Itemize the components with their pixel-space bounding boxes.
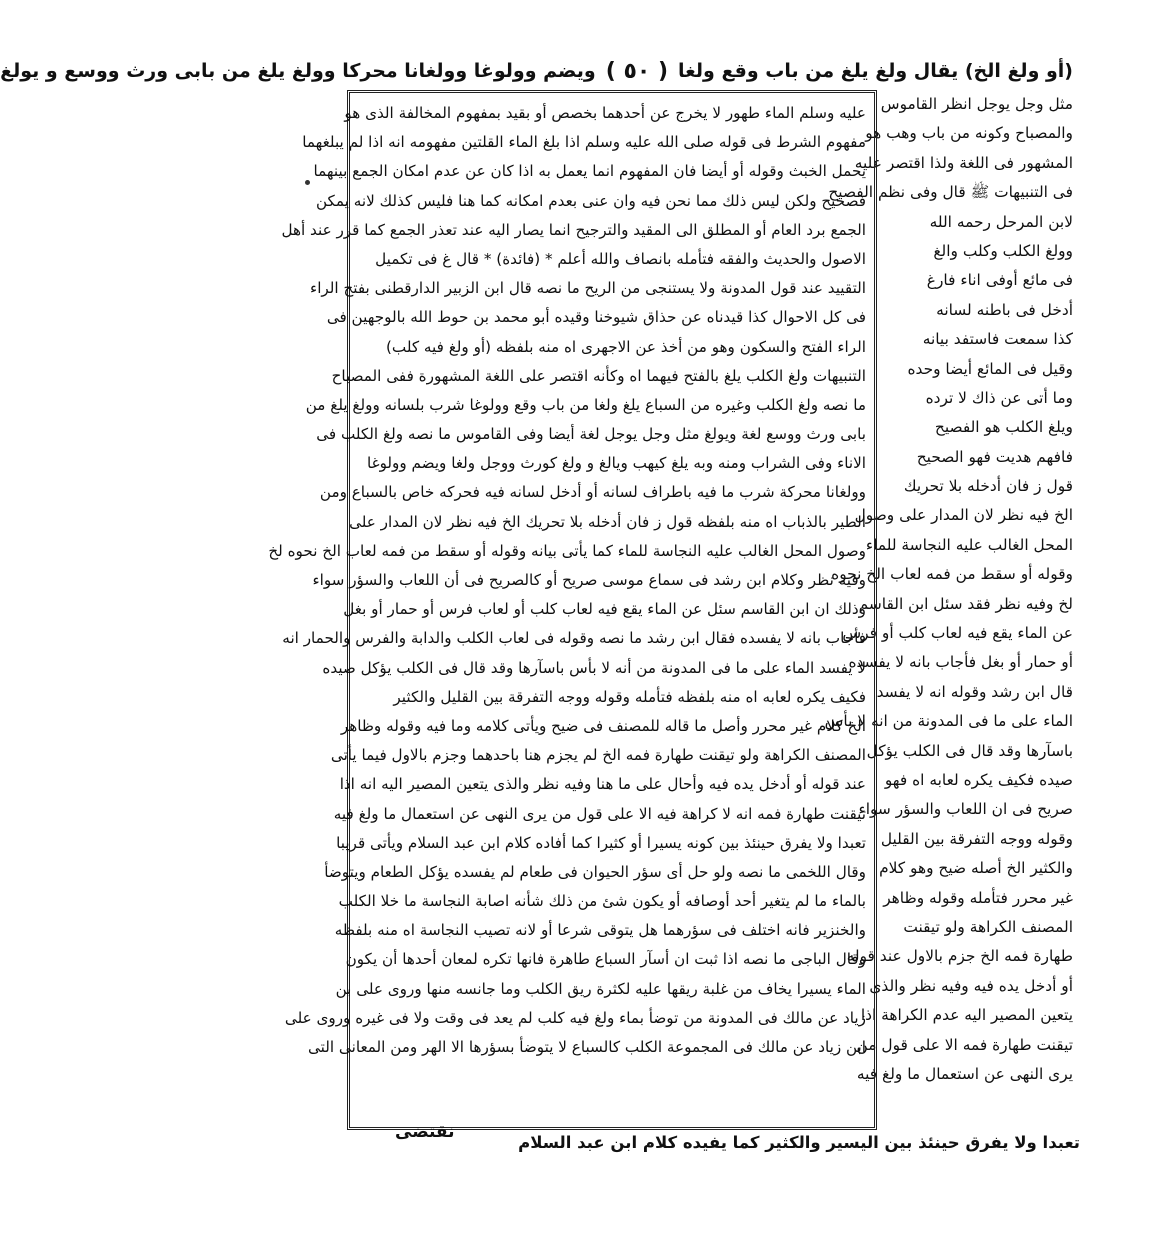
main-text-line: الراء الفتح والسكون وهو من أخذ عن الاجهرى اه منه بلفظه (أو ولغ فيه كلب) bbox=[385, 337, 866, 356]
main-text-line: بالماء ما لم يتغير أحد أوصافه أو يكون شئ من ذلك شأنه اصابة النجاسة ما خلا الكلب bbox=[338, 892, 866, 911]
margin-text-line: المشهور فى اللغة ولذا اقتصر عليه bbox=[854, 153, 1073, 172]
main-text-line: وقال اللخمى ما نصه ولو حل أى سؤر الحيوان فى طعام لم يفسده يؤكل الطعام ويتوضأ bbox=[324, 862, 866, 881]
main-text-line: وذلك ان ابن القاسم سئل عن الماء يقع فيه لعاب كلب أو لعاب فرس أو حمار أو بغل bbox=[343, 600, 866, 619]
main-text-line: وفيه نظر وكلام ابن رشد فى سماع موسى صريح أو كالصريح فى أن اللعاب والسؤر سواء bbox=[312, 571, 866, 589]
margin-text-line: صريح فى ان اللعاب والسؤر سواء bbox=[858, 800, 1073, 819]
margin-text-line: فى التنبيهات ﷺ قال وفى نظم الفصيح bbox=[828, 183, 1073, 202]
margin-text-line: أو أدخل يده فيه وفيه نظر والذى bbox=[869, 976, 1073, 995]
margin-text-line: لخ وفيه نظر فقد سئل ابن القاسم bbox=[858, 594, 1073, 613]
header-left-text: ويضم وولوغا وولغانا محركا وولغ يلغ من بابى ورث ووسع و يولغ bbox=[0, 60, 596, 82]
main-text-line: التنبيهات ولغ الكلب يلغ بالفتح فيهما اه وكأنه اقتصر على اللغة المشهورة ففى المصباح bbox=[331, 366, 866, 385]
margin-text-line: غير محرر فتأمله وقوله وظاهر bbox=[883, 888, 1073, 907]
margin-text-line: فى مائع أوفى اناء فارغ bbox=[926, 271, 1073, 290]
margin-text-line: لابن المرحل رحمه الله bbox=[929, 212, 1073, 231]
main-text-line: الجمع برد العام أو المطلق الى المقيد والترجيح انما يصار اليه عند تعذر الجمع كما قرر عند أهل bbox=[281, 220, 866, 239]
main-text-line: مفهوم الشرط فى قوله صلى الله عليه وسلم اذا بلغ الماء القلتين مفهومه انه اذا لم يبلغهما bbox=[302, 133, 866, 152]
margin-text-line: المصنف الكراهة ولو تيقنت bbox=[903, 917, 1073, 936]
main-text-line: عند قوله أو أدخل يده فيه وأحال على ما هنا وفيه نظر والذى يتعين المصير اليه انه اذا bbox=[339, 775, 866, 794]
main-text-line: تيقنت طهارة فمه انه لا كراهة فيه الا على قول من يرى النهى عن استعمال ما ولغ فيه bbox=[333, 804, 866, 823]
main-text-line: التقييد عند قول المدونة ولا يستنجى من الريح ما نصه قال ابن الزبير الدارقطنى بفتح الراء bbox=[310, 279, 866, 298]
main-text-line: الاصول والحديث والفقه فتأمله بانصاف والله أعلم * (فائدة) * قال غ فى تكميل bbox=[375, 249, 866, 268]
margin-text-line: فافهم هديت فهو الصحيح bbox=[916, 447, 1073, 466]
margin-text-line: والمصباح وكونه من باب وهب هو bbox=[865, 124, 1073, 143]
main-text-line: عليه وسلم الماء طهور لا يخرج عن أحدهما بخصص أو بقيد بمفهوم المخالفة الذى هو bbox=[344, 104, 866, 122]
margin-text-line: عن الماء يقع فيه لعاب كلب أو فرس bbox=[842, 624, 1073, 643]
main-text-line: والخنزير فانه اختلف فى سؤرهما هل يتوقى شرعا أو لانه تصيب النجاسة اه منه بلفظه bbox=[334, 921, 866, 940]
margin-text-line: وولغ الكلب وكلب والغ bbox=[933, 241, 1073, 260]
main-text-line: فأجاب بانه لا يفسده فقال ابن رشد ما نصه وقوله فى لعاب الكلب والدابة والفرس والحمار انه bbox=[282, 629, 866, 648]
margin-text-line: وقوله ووجه التفرقة بين القليل bbox=[880, 829, 1073, 848]
main-text-line: الخ كلام غير محرر وأصل ما قاله للمصنف فى ضيح ويأتى كلامه وما فيه وقوله وظاهر bbox=[340, 716, 866, 735]
margin-text-line: وقوله أو سقط من فمه لعاب الخ نحوه bbox=[831, 565, 1073, 584]
margin-text-line: الماء على ما فى المدونة من انه لا بأس bbox=[824, 712, 1073, 731]
margin-text-line: أو حمار أو بغل فأجاب بانه لا يفسده bbox=[848, 653, 1073, 672]
main-text-line: تعبدا ولا يفرق حينئذ بين كونه يسيرا أو كثيرا كما أفاده كلام ابن عبد السلام ويأتى قريبا bbox=[336, 833, 866, 852]
margin-text-line: أدخل فى باطنه لسانه bbox=[936, 300, 1073, 319]
main-text-line: فكيف يكره لعابه اه منه بلفظه فتأمله وقوله ووجه التفرقة بين القليل والكثير bbox=[393, 687, 866, 706]
main-text-line: وولغانا محركة شرب ما فيه باطراف لسانه أو أدخل لسانه فيه فحركه خاص بالسباع ومن bbox=[319, 483, 866, 502]
main-text-line: فصحيح ولكن ليس ذلك مما نحن فيه وان عنى بعدم امكانه كما هنا فليس كذلك لانه يمكن bbox=[315, 191, 866, 210]
page-number: ( ٥٠ ) bbox=[605, 58, 669, 84]
margin-text-line: كذا سمعت فاستفد بيانه bbox=[922, 330, 1073, 349]
margin-text-line: قول ز فان أدخله بلا تحريك bbox=[903, 477, 1073, 496]
margin-text-line: قال ابن رشد وقوله انه لا يفسد bbox=[876, 682, 1073, 701]
main-text-line: الماء يسيرا يخاف من غلبة ريقها عليه لكثرة ريق الكلب وما جانسه منها وروى على بن bbox=[335, 979, 866, 998]
margin-text-line: الخ فيه نظر لان المدار على وصول bbox=[854, 506, 1073, 525]
margin-text-line: يتعين المصير اليه عدم الكراهة اذا bbox=[860, 1006, 1073, 1025]
margin-text-line: صيده فكيف يكره لعابه اه فهو bbox=[884, 770, 1073, 789]
marginal-commentary bbox=[824, 90, 1077, 1130]
margin-text-line: باسآرها وقد قال فى الكلب يؤكل bbox=[866, 741, 1073, 760]
catchword: نقتضى bbox=[395, 1122, 455, 1142]
main-text-line: الاناء وفى الشراب ومنه وبه يلغ كيهب ويالغ و ولغ كورث ووجل ولغا ويضم وولوغا bbox=[367, 454, 866, 473]
margin-dot bbox=[305, 180, 310, 185]
margin-text-line: وما أتى عن ذاك لا ترده bbox=[925, 388, 1073, 407]
main-text-line: زياد عن مالك فى المدونة من توضأ بماء ولغ فيه كلب لم يعد فى وقت ولا فى غيره وروى على bbox=[284, 1008, 866, 1027]
margin-text-line: تيقنت طهارة فمه الا على قول من bbox=[856, 1035, 1073, 1054]
main-text-line: فى كل الاحوال كذا قيدناه عن حذاق شيوخنا وقيده أبو محمد بن حوط الله بالوجهين فى bbox=[326, 308, 866, 327]
margin-text-line: يرى النهى عن استعمال ما ولغ فيه bbox=[856, 1064, 1073, 1083]
running-header bbox=[0, 50, 1073, 92]
margin-text-line: والكثير الخ أصله ضيح وهو كلام bbox=[879, 859, 1073, 878]
margin-text-line: طهارة فمه الخ جزم بالاول عند قوله bbox=[846, 947, 1073, 966]
main-text-line: لا يفسد الماء على ما فى المدونة من أنه لا بأس باسآرها وقد قال فى الكلب يؤكل صيده bbox=[322, 658, 866, 677]
main-text-line: المصنف الكراهة ولو تيقنت طهارة فمه الخ لم يجزم هنا باحدهما وجزم بالاول فيما يأتى bbox=[330, 746, 866, 765]
main-text-line: بابى ورث ووسع لغة ويولغ مثل وجل يوجل لغة أيضا وفى القاموس ما نصه ولغ الكلب فى bbox=[316, 425, 866, 444]
main-text-line: يحمل الخبث وقوله أو أيضا فان المفهوم انما يعمل به اذا كان عن عدم امكان الجمع بينهما bbox=[313, 162, 866, 181]
main-text-line: وقال الباجى ما نصه اذا ثبت ان أسآر السباع طاهرة فانها تكره لمعان أحدها أن يكون bbox=[345, 950, 866, 969]
main-text-line: وصول المحل الغالب عليه النجاسة للماء كما يأتى بيانه وقوله أو سقط من فمه لعاب الخ نحوه لخ bbox=[268, 541, 866, 560]
main-text-line: ما نصه ولغ الكلب وغيره من السباع يلغ ولغا من باب وقع وولوغا شرب بلسانه وولغ يلغ من bbox=[305, 395, 866, 414]
margin-text-line: ويلغ الكلب هو الفصيح bbox=[934, 418, 1073, 437]
footer-line: تعبدا ولا يفرق حينئذ بين اليسير والكثير كما يفيده كلام ابن عبد السلام bbox=[518, 1133, 1080, 1152]
main-text-line: الطير بالذباب اه منه بلفظه قول ز فان أدخله بلا تحريك الخ فيه نظر لان المدار على bbox=[349, 512, 866, 531]
main-text-line: ابن زياد عن مالك فى المجموعة الكلب كالسباع لا يتوضأ بسؤرها الا الهر ومن المعانى التى bbox=[308, 1038, 866, 1056]
header-right-text: (أو ولغ الخ) يقال ولغ يلغ من باب وقع ولغا bbox=[678, 60, 1073, 82]
margin-text-line: مثل وجل يوجل انظر القاموس bbox=[880, 95, 1073, 113]
margin-text-line: المحل الغالب عليه النجاسة للماء bbox=[865, 535, 1073, 554]
main-text-box bbox=[268, 90, 877, 1130]
margin-text-line: وقيل فى المائع أيضا وحده bbox=[907, 359, 1073, 378]
